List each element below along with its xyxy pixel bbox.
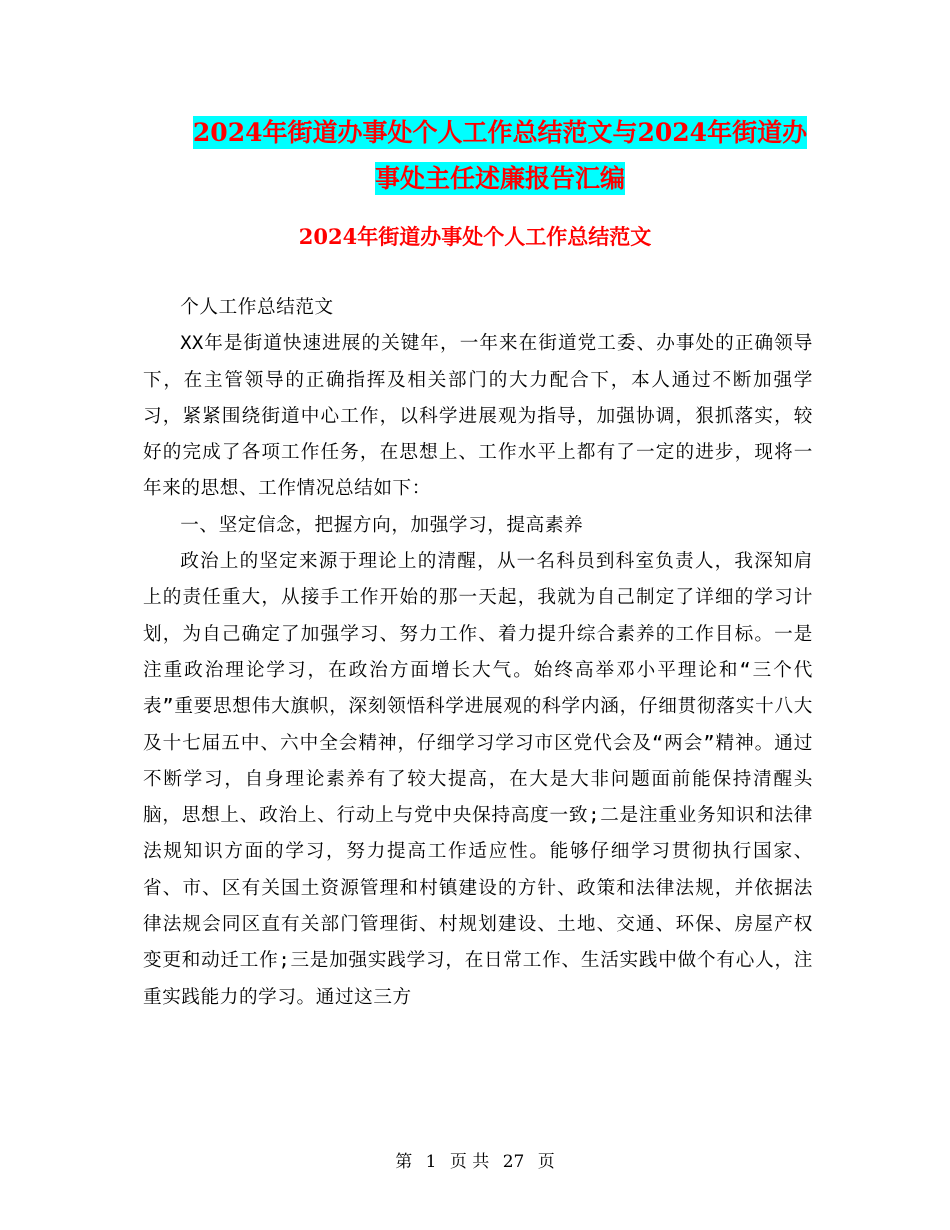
document-title-line-2: 事处主任述廉报告汇编 — [374, 164, 625, 193]
document-title-line-1: 2024年街道办事处个人工作总结范文与2024年街道办 — [192, 118, 808, 147]
footer-suffix: 页 — [537, 1152, 555, 1172]
section-title: 2024年街道办事处个人工作总结范文 — [298, 224, 652, 249]
document-body — [143, 290, 813, 1016]
paragraph: 一、坚定信念，把握方向，加强学习，提高素养 — [180, 514, 584, 536]
footer-prefix: 第 — [395, 1152, 413, 1172]
footer-total-pages: 27 — [502, 1152, 525, 1172]
document-title — [130, 110, 870, 202]
paragraph: 个人工作总结范文 — [180, 297, 334, 318]
footer-middle: 页 共 — [449, 1152, 490, 1172]
footer-page-number: 1 — [425, 1152, 437, 1172]
page-footer — [0, 1150, 950, 1174]
paragraph: 政治上的坚定来源于理论上的清醒，从一名科员到科室负责人，我深知肩上的责任重大，从接手工作开始的那一天起，我就为自己制定了详细的学习计划，为自己确定了加强学习、努力工作、着力提升综合素养的工作目标。一是注重政治理论学习，在政治方面增长大气。始终高举邓小平理论和“三个代表”重要思想伟大旗帜，深刻领悟科学进展观的科学内涵，仔细贯彻落实十八大及十七届五中、六中全会精神，仔细学习学习市区党代会及“两会”精神。通过不断学习，自身理论素养有了较大提高，在大是大非问题面前能保持清醒头脑，思想上、政治上、行动上与党中央保持高度一致;二是注重业务知识和法律法规知识方面的学习，努力提高工作适应性。能够仔细学习贯彻执行国家、省、市、区有关国土资源管理和村镇建设的方针、政策和法律法规，并依据法律法规会同区直有关部门管理街、村规划建设、土地、交通、环保、房屋产权变更和动迁工作;三是加强实践学习，在日常工作、生活实践中做个有心人，注重实践能力的学习。通过这三方 — [143, 551, 813, 1008]
paragraph: XX年是街道快速进展的关键年，一年来在街道党工委、办事处的正确领导下，在主管领导的正确指挥及相关部门的大力配合下，本人通过不断加强学习，紧紧围绕街道中心工作，以科学进展观为指导，加强协调，狠抓落实，较好的完成了各项工作任务，在思想上、工作水平上都有了一定的进步，现将一年来的思想、工作情况总结如下： — [143, 333, 813, 500]
